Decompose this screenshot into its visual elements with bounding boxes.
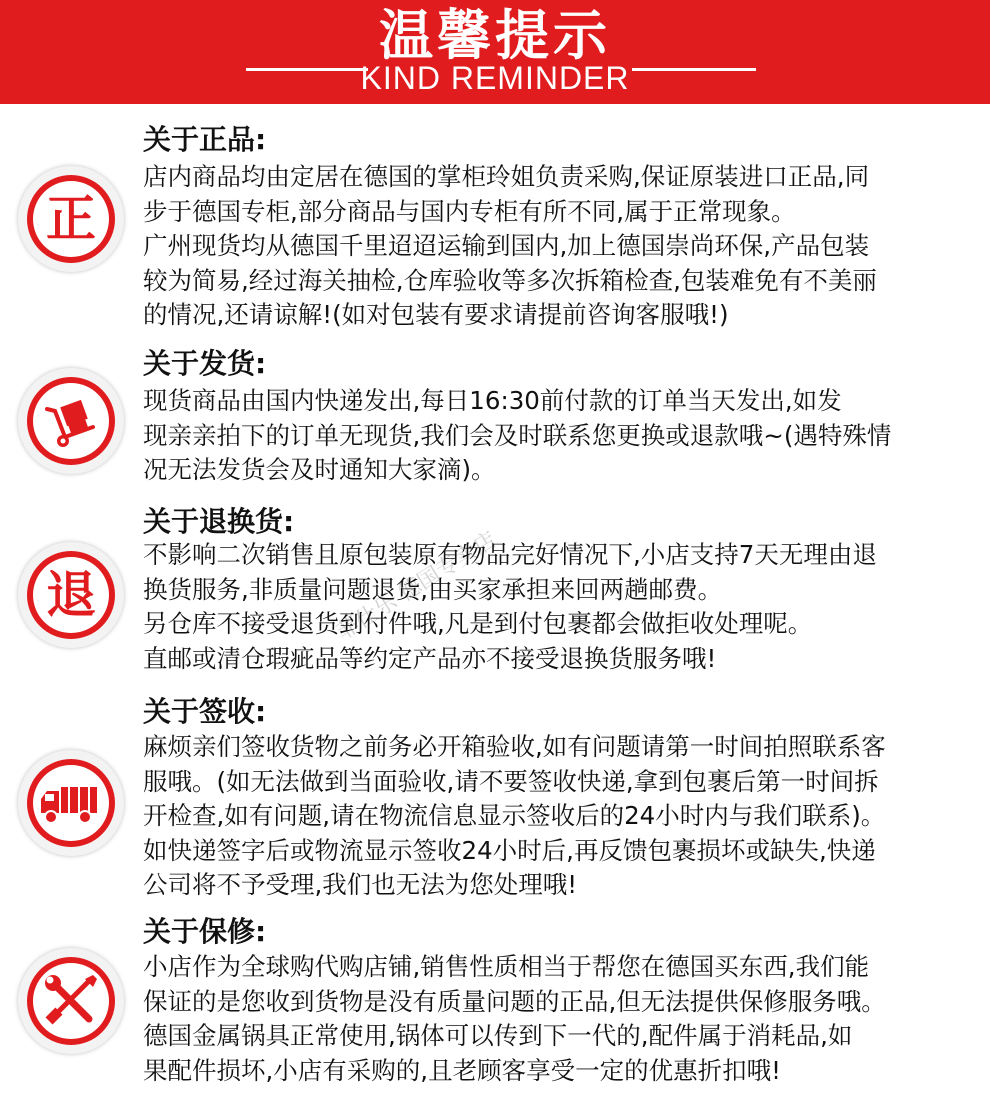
section-body xyxy=(143,384,989,488)
badge-disc xyxy=(27,957,115,1045)
shipping-badge xyxy=(18,368,124,474)
body-line: 公司将不予受理,我们也无法为您处理哦! xyxy=(143,870,578,899)
badge-inner xyxy=(33,765,109,841)
section-title: 关于正品: xyxy=(143,123,267,156)
returns-badge xyxy=(18,542,124,648)
section-body xyxy=(143,950,989,1088)
body-line: 直邮或清仓瑕疵品等约定产品亦不接受退换货服务哦! xyxy=(143,643,717,673)
body-line: 德国金属锅具正常使用,锅体可以传到下一代的,配件属于消耗品,如 xyxy=(143,1021,853,1050)
body-line: 广州现货均从德国千里迢迢运输到国内,加上德国崇尚环保,产品包装 xyxy=(143,231,870,260)
body-line: 店内商品均由定居在德国的掌柜玲姐负责采购,保证原装进口正品,同 xyxy=(143,162,870,191)
badge-inner xyxy=(33,383,109,459)
body-line: 果配件损坏,小店有采购的,且老顾客享受一定的优惠折扣哦! xyxy=(143,1055,781,1085)
body-line: 况无法发货会及时通知大家滴)。 xyxy=(143,455,496,484)
watermark: 菲仕乐 德国专卖店 xyxy=(332,527,502,646)
section-title: 关于保修: xyxy=(143,915,267,948)
body-line: 换货服务,非质量问题退货,由买家承担来回两趟邮费。 xyxy=(143,574,723,604)
tui-char-icon: 退 xyxy=(33,557,109,633)
badge-disc xyxy=(27,377,115,465)
header-subtitle: KIND REMINDER xyxy=(360,60,630,96)
body-line: 保证的是您收到货物是没有质量问题的正品,但无法提供保修服务哦。 xyxy=(143,986,886,1016)
body-line: 如快递签字后或物流显示签收24小时后,再反馈包裹损坏或缺失,快递 xyxy=(143,835,876,865)
body-line: 不影响二次销售且原包装原有物品完好情况下,小店支持7天无理由退 xyxy=(143,540,877,569)
section-body xyxy=(143,538,989,676)
body-line: 的情况,还请谅解!(如对包装有要求请提前咨询客服哦!) xyxy=(143,300,729,329)
body-line: 步于德国专柜,部分商品与国内专柜有所不同,属于正常现象。 xyxy=(143,196,796,226)
body-line: 小店作为全球购代购店铺,销售性质相当于帮您在德国买东西,我们能 xyxy=(143,952,870,981)
warranty-badge xyxy=(18,948,124,1054)
body-line: 现货商品由国内快递发出,每日16:30前付款的订单当天发出,如发 xyxy=(143,386,842,415)
hand-truck-icon xyxy=(33,383,109,459)
signing-badge xyxy=(18,750,124,856)
body-line: 服哦。(如无法做到当面验收,请不要签收快递,拿到包裹后第一时间拆 xyxy=(143,766,879,796)
badge-disc xyxy=(27,759,115,847)
body-line: 较为简易,经过海关抽检,仓库验收等多次拆箱检查,包装难免有不美丽 xyxy=(143,265,877,295)
header-banner xyxy=(0,0,990,104)
body-line: 现亲亲拍下的订单无现货,我们会及时联系您更换或退款哦~(遇特殊情 xyxy=(143,420,892,450)
body-line: 麻烦亲们签收货物之前务必开箱验收,如有问题请第一时间拍照联系客 xyxy=(143,732,886,761)
section-body xyxy=(143,730,989,903)
body-line: 另仓库不接受退货到付件哦,凡是到付包裹都会做拒收处理呢。 xyxy=(143,609,813,638)
section-title: 关于发货: xyxy=(143,347,267,380)
header-title: 温馨提示 xyxy=(379,4,611,67)
zheng-char-icon: 正 xyxy=(33,181,109,257)
delivery-truck-icon xyxy=(33,765,109,841)
wrench-screwdriver-icon xyxy=(33,963,109,1039)
badge-disc xyxy=(27,175,115,263)
section-title: 关于退换货: xyxy=(143,505,295,538)
badge-disc xyxy=(27,551,115,639)
badge-inner xyxy=(33,963,109,1039)
section-title: 关于签收: xyxy=(143,695,267,728)
section-body xyxy=(143,160,989,333)
authentic-badge xyxy=(18,166,124,272)
body-line: 开检查,如有问题,请在物流信息显示签收后的24小时内与我们联系)。 xyxy=(143,801,886,830)
